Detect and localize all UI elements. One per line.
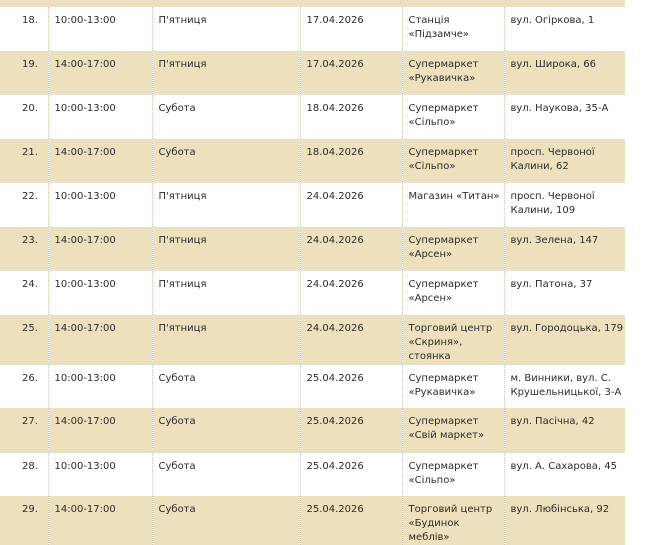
row-number: 29. (22, 504, 38, 515)
address-cell: вул. Городоцька, 179 (504, 315, 625, 365)
schedule-table (0, 6, 625, 545)
row-number: 22. (0, 183, 48, 227)
day-cell: П'ятниця (152, 7, 300, 51)
address-cell: вул. А. Сахарова, 45 (504, 452, 625, 496)
day-cell: П'ятниця (152, 51, 300, 95)
date-cell: 17.04.2026 (300, 7, 402, 51)
time-cell: 14:00-17:00 (48, 139, 152, 183)
time-cell: 10:00-13:00 (48, 452, 152, 496)
date-cell: 24.04.2026 (300, 227, 402, 271)
table-row (0, 408, 625, 452)
table-row (0, 452, 625, 496)
place-cell: Супермаркет «Сільпо» (402, 95, 504, 139)
table-row (0, 315, 625, 365)
place-cell: Супермаркет «Рукавичка» (402, 51, 504, 95)
place-cell: Супермаркет «Арсен» (402, 271, 504, 315)
row-number: 21. (22, 146, 38, 158)
day-cell: Субота (152, 496, 300, 545)
place-cell: Супермаркет «Арсен» (402, 227, 504, 271)
address-cell: просп. Червоної Калини, 62 (504, 139, 625, 183)
day-cell: Субота (152, 364, 300, 408)
date-cell: 24.04.2026 (300, 315, 402, 365)
address-cell: м. Винники, вул. С. Крушельницької, 3-А (504, 364, 625, 408)
time-cell: 10:00-13:00 (48, 271, 152, 315)
address-cell: вул. Пасічна, 42 (504, 408, 625, 452)
date-cell: 25.04.2026 (300, 364, 402, 408)
place-cell: Супермаркет «Рукавичка» (402, 364, 504, 408)
place-cell: Станція «Підзамче» (402, 7, 504, 51)
address-cell: вул. Широка, 66 (504, 51, 625, 95)
row-number: 23. (22, 234, 38, 246)
table-row (0, 183, 625, 227)
day-cell: Субота (152, 408, 300, 452)
day-cell: П'ятниця (152, 227, 300, 271)
time-cell: 14:00-17:00 (48, 227, 152, 271)
row-number: 19. (22, 58, 38, 70)
row-number: 25. (22, 322, 38, 334)
time-cell: 14:00-17:00 (48, 496, 152, 545)
date-cell: 25.04.2026 (300, 452, 402, 496)
table-row (0, 139, 625, 183)
table-row (0, 7, 625, 51)
place-cell: Супермаркет «Сільпо» (402, 139, 504, 183)
day-cell: Субота (152, 95, 300, 139)
address-cell: вул. Любінська, 92 (504, 496, 625, 545)
place-cell: Торговий центр «Будинок меблів» (402, 496, 504, 545)
row-number: 20. (0, 95, 48, 139)
date-cell: 25.04.2026 (300, 408, 402, 452)
row-number: 28. (0, 452, 48, 496)
place-cell: Супермаркет «Свій маркет» (402, 408, 504, 452)
row-number: 18. (0, 7, 48, 51)
day-cell: П'ятниця (152, 271, 300, 315)
time-cell: 14:00-17:00 (48, 408, 152, 452)
place-cell: Торговий центр «Скриня», стоянка (402, 315, 504, 365)
date-cell: 18.04.2026 (300, 139, 402, 183)
date-cell: 24.04.2026 (300, 271, 402, 315)
date-cell: 24.04.2026 (300, 183, 402, 227)
address-cell: вул. Зелена, 147 (504, 227, 625, 271)
time-cell: 10:00-13:00 (48, 95, 152, 139)
table-row (0, 271, 625, 315)
address-cell: просп. Червоної Калини, 109 (504, 183, 625, 227)
day-cell: Субота (152, 452, 300, 496)
date-cell: 25.04.2026 (300, 496, 402, 545)
day-cell: П'ятниця (152, 315, 300, 365)
day-cell: П'ятниця (152, 183, 300, 227)
place-cell: Магазин «Титан» (402, 183, 504, 227)
table-row (0, 51, 625, 95)
time-cell: 10:00-13:00 (48, 183, 152, 227)
table-row (0, 496, 625, 545)
time-cell: 10:00-13:00 (48, 364, 152, 408)
row-number: 26. (0, 364, 48, 408)
time-cell: 10:00-13:00 (48, 7, 152, 51)
address-cell: вул. Наукова, 35-А (504, 95, 625, 139)
address-cell: вул. Огіркова, 1 (504, 7, 625, 51)
row-number: 24. (0, 271, 48, 315)
table-row (0, 227, 625, 271)
table-row (0, 364, 625, 408)
time-cell: 14:00-17:00 (48, 315, 152, 365)
address-cell: вул. Патона, 37 (504, 271, 625, 315)
row-number: 27. (22, 416, 38, 427)
time-cell: 14:00-17:00 (48, 51, 152, 95)
day-cell: Субота (152, 139, 300, 183)
place-cell: Супермаркет «Сільпо» (402, 452, 504, 496)
date-cell: 18.04.2026 (300, 95, 402, 139)
date-cell: 17.04.2026 (300, 51, 402, 95)
table-row (0, 95, 625, 139)
